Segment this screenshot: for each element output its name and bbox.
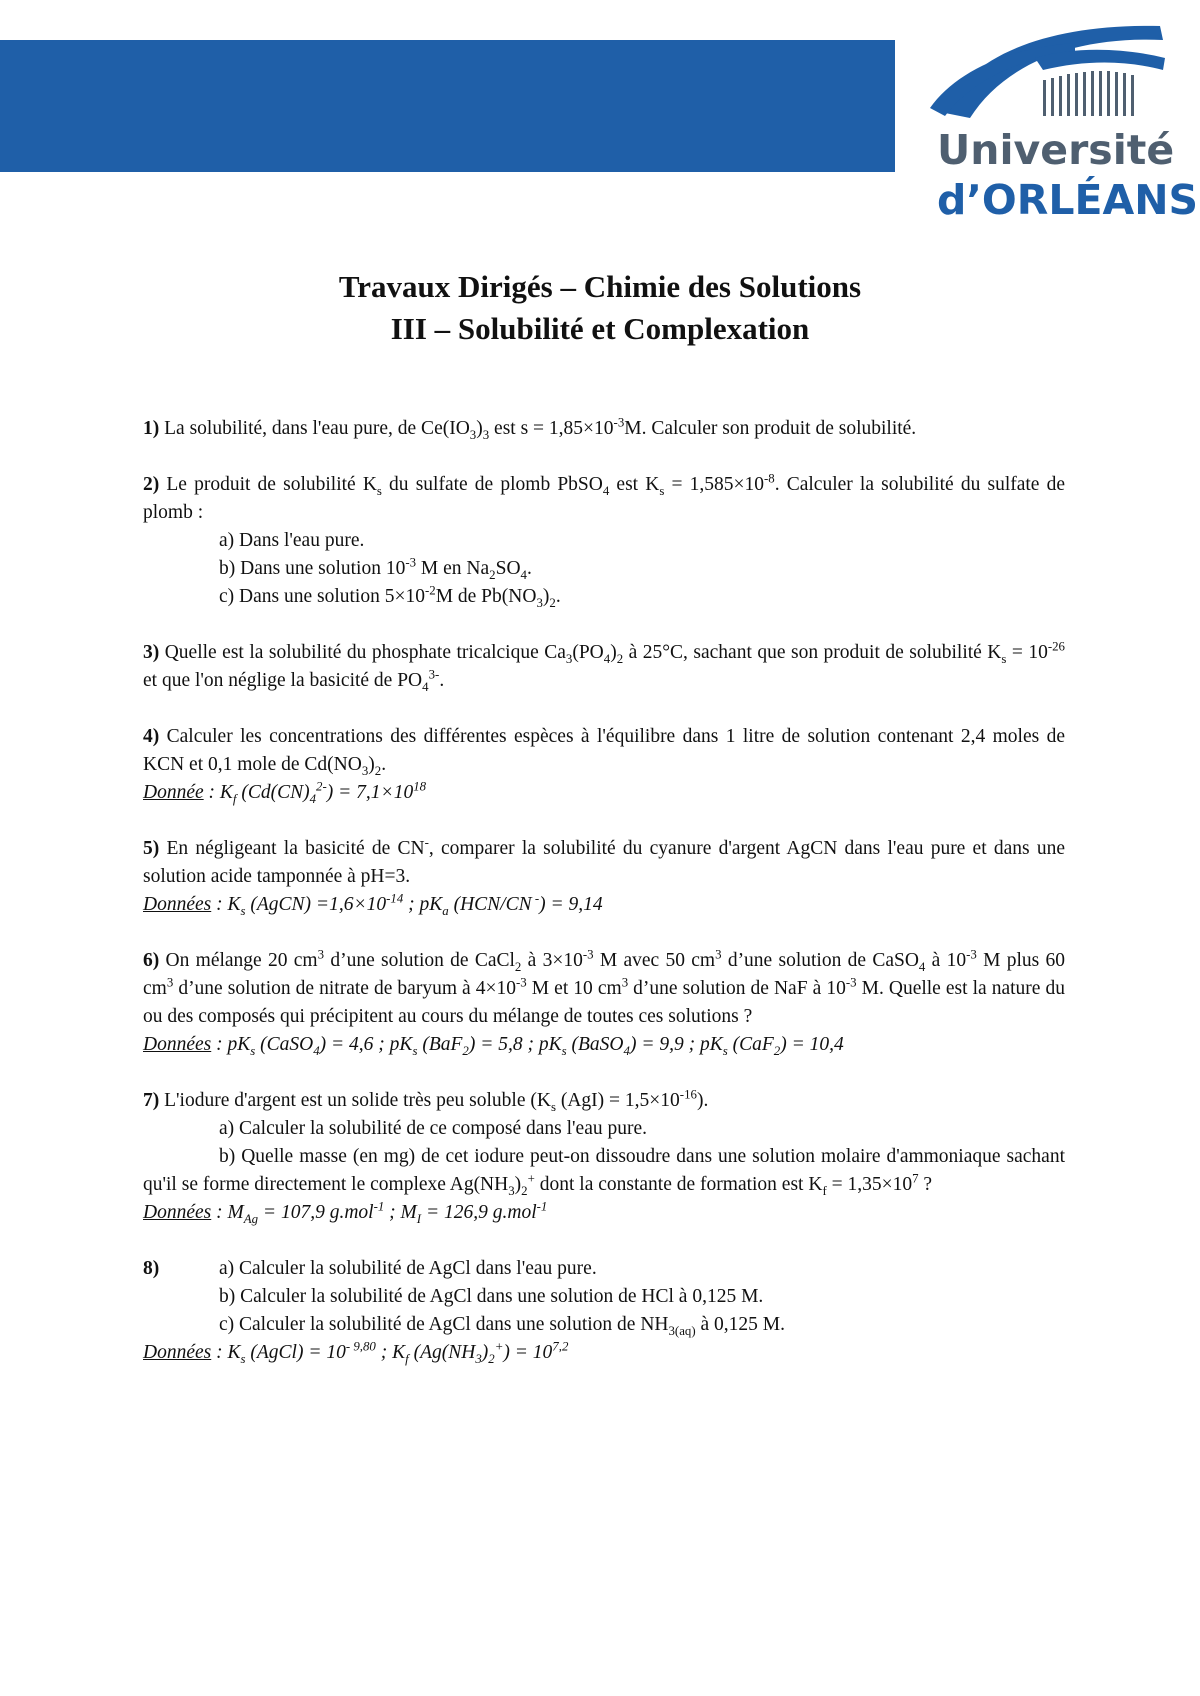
subscript: 2	[773, 1043, 781, 1058]
superscript: -	[531, 891, 540, 906]
exercise-3-statement	[143, 639, 1065, 695]
text: )	[610, 642, 617, 663]
subscript: 4	[422, 679, 429, 694]
exercise-7	[143, 1087, 1065, 1227]
text: (AgI) = 1,5×10	[555, 1090, 680, 1111]
text: à 10	[925, 950, 967, 971]
superscript: -8	[764, 471, 775, 486]
text: b) Quelle masse (en mg) de cet iodure peut-on dissoudre dans une solution molaire d'ammoniaque sachant qu'il se forme directement le complexe Ag(NH	[143, 1146, 1065, 1195]
subscript: 4	[313, 1043, 320, 1058]
text: ; M	[384, 1202, 417, 1223]
logo-text-orleans: d’ORLÉANS	[937, 176, 1199, 224]
exercise-4-statement	[143, 723, 1065, 779]
text: ) = 9,9 ; pK	[629, 1034, 723, 1055]
exercise-1	[143, 415, 1065, 443]
subscript: s	[561, 1043, 567, 1058]
subscript: s	[250, 1043, 256, 1058]
exercise-2-part-a: a) Dans l'eau pure.	[219, 530, 365, 551]
subscript: s	[1001, 651, 1007, 666]
text: La solubilité, dans l'eau pure, de Ce(IO	[159, 418, 470, 439]
exercise-1-statement	[143, 415, 1065, 443]
text: )	[476, 418, 483, 439]
text: d’une solution de CaCl	[324, 950, 515, 971]
subscript: 4	[520, 567, 527, 582]
subscript: 4	[602, 483, 610, 498]
text: . Calculer la solubilité du sulfate de plomb :	[143, 474, 1066, 523]
subscript: s	[659, 483, 665, 498]
data-label: Donnée	[143, 782, 204, 803]
superscript: 7	[912, 1171, 919, 1186]
exercise-7-part-b	[143, 1143, 1065, 1199]
text: = 1,35×10	[826, 1174, 913, 1195]
exercise-number: 1)	[143, 418, 160, 439]
page-title	[0, 266, 1200, 350]
superscript: -	[424, 835, 429, 850]
text: )	[368, 754, 375, 775]
text: et que l'on néglige la basicité de PO	[143, 670, 423, 691]
exercise-5-statement	[143, 835, 1065, 891]
superscript: -2	[424, 583, 436, 598]
superscript: -16	[679, 1087, 697, 1102]
data-label: Données	[143, 1202, 212, 1223]
superscript: -1	[373, 1199, 385, 1214]
text: ; K	[375, 1342, 406, 1363]
text: = 126,9 g.mol	[421, 1202, 537, 1223]
text: est K	[609, 474, 660, 495]
exercise-number: 7)	[143, 1090, 160, 1111]
text: (BaSO	[566, 1034, 624, 1055]
text: ) = 10,4	[780, 1034, 844, 1055]
text: ) = 7,1×10	[326, 782, 414, 803]
subscript: 3(aq)	[668, 1323, 696, 1338]
superscript: 3	[317, 947, 325, 962]
data-label: Données	[143, 1034, 212, 1055]
text: )	[514, 1174, 522, 1195]
text: M avec 50 cm	[593, 950, 716, 971]
text: M et 10 cm	[526, 978, 622, 999]
superscript: +	[494, 1339, 504, 1354]
subscript: 2	[549, 595, 556, 610]
text: En négligeant la basicité de CN	[159, 838, 425, 859]
subscript: f	[232, 791, 237, 806]
subscript: 3	[475, 1351, 482, 1366]
exercise-8-data	[143, 1339, 1065, 1367]
subscript: 3	[361, 763, 369, 778]
text: (AgCN) =1,6×10	[245, 894, 387, 915]
exercise-4	[143, 723, 1065, 807]
exercise-3	[143, 639, 1065, 695]
subscript: 3	[482, 427, 490, 442]
exercise-6	[143, 947, 1065, 1059]
subscript: s	[412, 1043, 418, 1058]
text: .	[381, 754, 387, 775]
subscript: 4	[603, 651, 611, 666]
text: L'iodure d'argent est un solide très peu soluble (K	[159, 1090, 551, 1111]
superscript: -3	[405, 555, 417, 570]
exercise-6-data	[143, 1031, 1065, 1059]
text: du sulfate de plomb PbSO	[381, 474, 603, 495]
exercise-number: 5)	[143, 838, 160, 859]
text: c) Calculer la solubilité de AgCl dans une solution de NH	[219, 1314, 669, 1335]
logo-swoosh-icon	[925, 18, 1175, 128]
logo-text-universite: Université	[937, 126, 1175, 174]
text: ) = 10	[503, 1342, 553, 1363]
text: ) = 9,14	[539, 894, 603, 915]
superscript: -3	[845, 975, 857, 990]
subscript: 3	[508, 1183, 515, 1198]
university-logo	[925, 18, 1199, 230]
title-line-2: III – Solubilité et Complexation	[390, 311, 810, 346]
exercise-list	[143, 415, 1065, 1395]
text: M en Na	[416, 558, 490, 579]
text: M. Quelle est la nature du ou des composés qui précipitent au cours du mélange de toutes ces solutions ?	[143, 978, 1066, 1027]
text: c) Dans une solution 5×10	[219, 586, 425, 607]
subscript: 3	[536, 595, 543, 610]
subscript: 2	[514, 959, 522, 974]
text: (Ag(NH	[408, 1342, 476, 1363]
text: d’une solution de CaSO	[721, 950, 919, 971]
text: (CaF	[727, 1034, 774, 1055]
subscript: f	[405, 1351, 409, 1366]
subscript: 2	[374, 763, 382, 778]
text: Le produit de solubilité K	[159, 474, 377, 495]
text: dont la constante de formation est K	[534, 1174, 823, 1195]
subscript: s	[722, 1043, 728, 1058]
data-label: Données	[143, 1342, 212, 1363]
text: On mélange 20 cm	[159, 950, 318, 971]
text: à 0,125 M.	[695, 1314, 786, 1335]
text: = 10	[1006, 642, 1048, 663]
exercise-6-statement	[143, 947, 1065, 1031]
superscript: - 9,80	[345, 1339, 376, 1354]
text: d’une solution de nitrate de baryum à 4×10	[173, 978, 517, 999]
subscript: 4	[623, 1043, 630, 1058]
subscript: 3	[469, 427, 477, 442]
text: M. Calculer son produit de solubilité.	[624, 418, 917, 439]
subscript: 2	[489, 567, 496, 582]
exercise-2	[143, 471, 1065, 611]
exercise-7-part-a: a) Calculer la solubilité de ce composé dans l'eau pure.	[219, 1118, 648, 1139]
subscript: s	[240, 903, 246, 918]
exercise-8-part-c	[143, 1311, 1065, 1339]
text: ?	[918, 1174, 933, 1195]
text: est s = 1,85×10	[489, 418, 614, 439]
exercise-number: 3)	[143, 642, 160, 663]
subscript: a	[442, 903, 449, 918]
subscript: 3	[565, 651, 573, 666]
subscript: 4	[918, 959, 926, 974]
superscript: 7,2	[552, 1339, 569, 1354]
subscript: 2	[488, 1351, 495, 1366]
header-band	[0, 40, 895, 172]
subscript: 2	[521, 1183, 528, 1198]
exercise-7-statement	[143, 1087, 1065, 1115]
text: : K	[211, 1342, 241, 1363]
text: (PO	[572, 642, 604, 663]
text: ) = 5,8 ; pK	[468, 1034, 562, 1055]
text: b) Dans une solution 10	[219, 558, 406, 579]
text: ) = 4,6 ; pK	[319, 1034, 413, 1055]
superscript: +	[527, 1171, 535, 1186]
exercise-8-part-b: b) Calculer la solubilité de AgCl dans une solution de HCl à 0,125 M.	[219, 1286, 764, 1307]
text: à 25°C, sachant que son produit de solubilité K	[623, 642, 1002, 663]
text: à 3×10	[521, 950, 583, 971]
text: (CaSO	[255, 1034, 314, 1055]
superscript: 18	[413, 779, 427, 794]
superscript: -3	[582, 947, 594, 962]
text: : pK	[211, 1034, 251, 1055]
superscript: -1	[536, 1199, 548, 1214]
subscript: I	[416, 1211, 422, 1226]
exercise-5	[143, 835, 1065, 919]
text: (Cd(CN)	[236, 782, 310, 803]
data-label: Données	[143, 894, 212, 915]
superscript: 3	[621, 975, 629, 990]
exercise-5-data	[143, 891, 1065, 919]
text: : K	[211, 894, 241, 915]
text: Quelle est la solubilité du phosphate tricalcique Ca	[159, 642, 566, 663]
text: , comparer la solubilité du cyanure d'argent AgCN dans l'eau pure et dans une solution acide tamponnée à pH=3.	[143, 838, 1065, 887]
superscript: -3	[966, 947, 977, 962]
exercise-number: 2)	[143, 474, 160, 495]
superscript: -3	[516, 975, 527, 990]
text: .	[526, 558, 532, 579]
superscript: -3	[613, 415, 625, 430]
subscript: 4	[309, 791, 317, 806]
exercise-8-part-a: a) Calculer la solubilité de AgCl dans l'eau pure.	[219, 1258, 597, 1279]
superscript: 3-	[428, 667, 440, 682]
text: SO	[495, 558, 521, 579]
text: (HCN/CN	[448, 894, 532, 915]
superscript: 2-	[316, 779, 327, 794]
superscript: 3	[166, 975, 174, 990]
exercise-number: 4)	[143, 726, 160, 747]
title-line-1: Travaux Dirigés – Chimie des Solutions	[338, 269, 862, 304]
subscript: 2	[462, 1043, 469, 1058]
subscript: s	[240, 1351, 246, 1366]
text: : K	[203, 782, 233, 803]
text: : M	[211, 1202, 244, 1223]
superscript: 3	[715, 947, 722, 962]
text: M plus 60 cm	[143, 950, 1066, 999]
exercise-number: 6)	[143, 950, 160, 971]
subscript: 2	[616, 651, 624, 666]
subscript: s	[550, 1099, 556, 1114]
text: = 107,9 g.mol	[258, 1202, 374, 1223]
subscript: Ag	[243, 1211, 259, 1226]
exercise-7-data	[143, 1199, 1065, 1227]
exercise-4-data	[143, 779, 1065, 807]
text: ; pK	[403, 894, 443, 915]
text: M de Pb(NO	[435, 586, 537, 607]
text: )	[542, 586, 550, 607]
superscript: -14	[386, 891, 404, 906]
exercise-2-part-b	[143, 555, 1065, 583]
text: Calculer les concentrations des différentes espèces à l'équilibre dans 1 litre de solution contenant 2,4 moles de KCN et 0,1 mole de Cd(NO	[143, 726, 1065, 775]
text: (BaF	[417, 1034, 463, 1055]
text: )	[481, 1342, 489, 1363]
subscript: f	[822, 1183, 827, 1198]
exercise-2-part-c	[143, 583, 1065, 611]
text: = 1,585×10	[664, 474, 764, 495]
text: d’une solution de NaF à 10	[628, 978, 846, 999]
text: (AgCl) = 10	[245, 1342, 346, 1363]
subscript: s	[376, 483, 382, 498]
exercise-2-statement	[143, 471, 1065, 527]
superscript: -26	[1047, 639, 1065, 654]
exercise-number: 8)	[143, 1258, 160, 1279]
text: .	[555, 586, 561, 607]
text: ).	[696, 1090, 709, 1111]
text: .	[439, 670, 445, 691]
exercise-8	[143, 1255, 1065, 1367]
